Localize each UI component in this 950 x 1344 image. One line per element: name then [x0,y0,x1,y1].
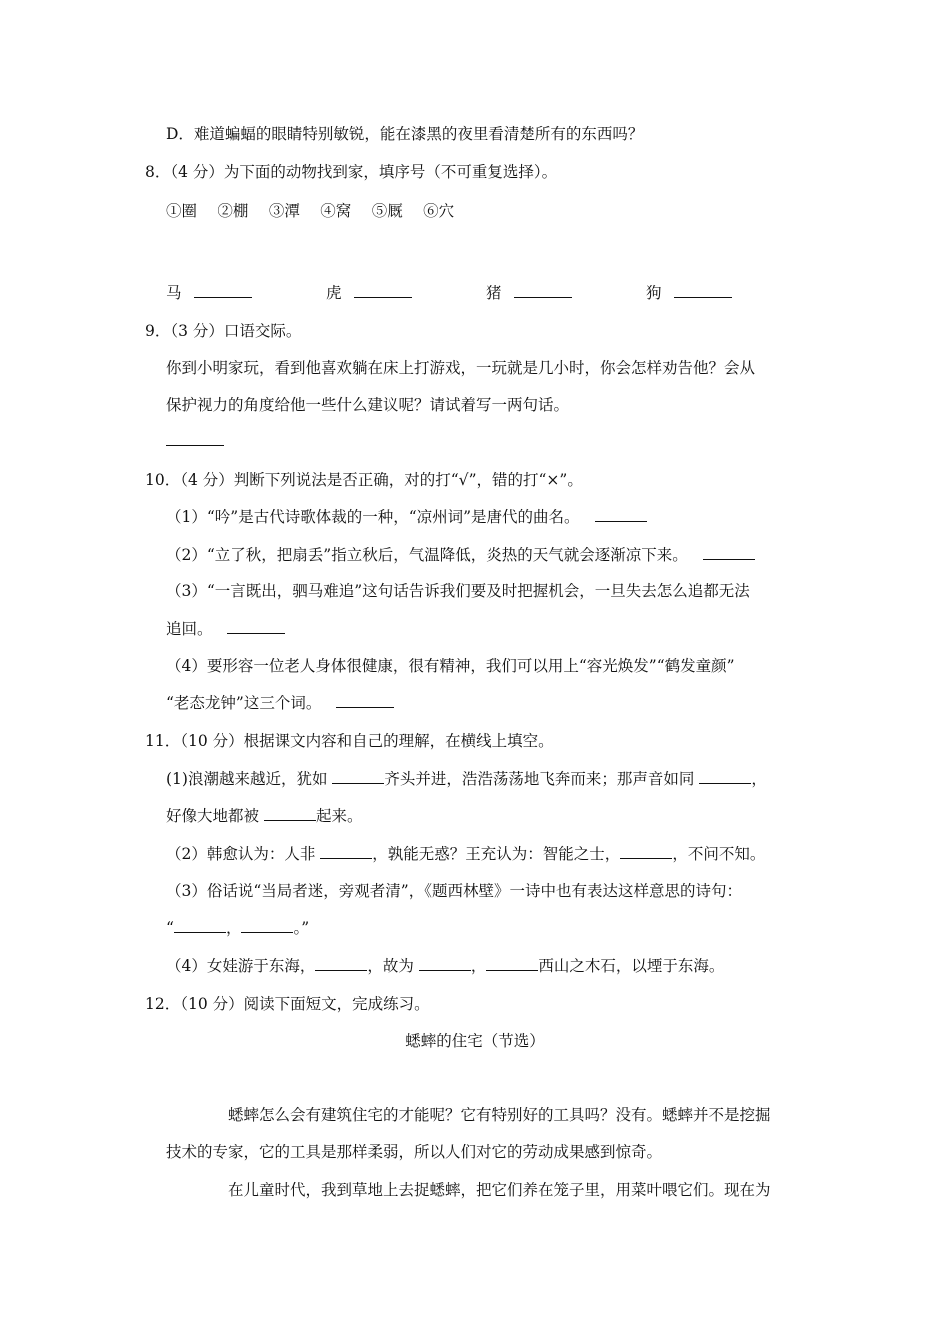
answer-blank[interactable] [166,431,224,446]
q10-item-4b [166,692,394,714]
answer-blank[interactable] [699,769,751,784]
text: “ [166,919,174,937]
answer-blank[interactable] [703,545,755,560]
animal-label: 猪 [486,284,502,302]
answer-blank[interactable] [227,619,285,634]
answer-blank[interactable] [354,283,412,298]
q11-stem: 11．（10 分）根据课文内容和自己的理解，在横线上填空。 [145,732,554,750]
answer-blank[interactable] [320,844,372,859]
item-text: （1）“吟”是古代诗歌体裁的一种，“凉州词”是唐代的曲名。 [166,508,580,526]
item-text: （2）“立了秋，把扇丢”指立秋后，气温降低，炎热的天气就会逐渐凉下来。 [166,546,688,564]
q8-animal-1 [166,282,252,304]
q9-stem: 9．（3 分）口语交际。 [145,322,302,340]
item-text: “老态龙钟”这三个词。 [166,694,322,712]
q8-animal-2 [326,282,412,304]
answer-blank[interactable] [336,693,394,708]
q9-line-2: 保护视力的角度给他一些什么建议呢？请试着写一两句话。 [166,396,570,414]
q8-animal-3 [486,282,572,304]
q11-line-6 [166,955,724,977]
q11-line-4: （3）俗话说“当局者迷，旁观者清”，《题西林壁》一诗中也有表达这样意思的诗句： [166,882,742,900]
q9-answer-row [166,430,224,452]
passage-p1-line-2: 技术的专家，它的工具是那样柔弱，所以人们对它的劳动成果感到惊奇。 [166,1143,663,1161]
q8-stem: 8．（4 分）为下面的动物找到家，填序号（不可重复选择）。 [145,163,558,181]
text: 好像大地都被 [166,807,264,825]
passage-title: 蟋蟀的住宅（节选） [405,1032,545,1050]
animal-label: 狗 [646,284,662,302]
q10-item-4a: （4）要形容一位老人身体很健康，很有精神，我们可以用上“容光焕发”“鹤发童颜” [166,657,735,675]
answer-blank[interactable] [174,918,226,933]
passage-p1-line-1: 蟋蟀怎么会有建筑住宅的才能呢？它有特别好的工具吗？没有。蟋蟀并不是挖掘 [228,1106,771,1124]
q11-line-2 [166,805,362,827]
q9-line-1: 你到小明家玩，看到他喜欢躺在床上打游戏，一玩就是几小时，你会怎样劝告他？会从 [166,359,756,377]
passage-p2-line-1: 在儿童时代，我到草地上去捉蟋蟀，把它们养在笼子里，用菜叶喂它们。现在为 [228,1181,771,1199]
q8-animal-4 [646,282,732,304]
answer-blank[interactable] [620,844,672,859]
q8-options: ①圈 ②棚 ③潭 ④窝 ⑤厩 ⑥穴 [166,202,455,220]
q11-line-3 [166,843,765,865]
text: (1)浪潮越来越近，犹如 [166,770,333,788]
q10-item-2 [166,544,755,566]
text: （2）韩愈认为：人非 [166,845,321,863]
answer-blank[interactable] [194,283,252,298]
q10-item-3b [166,618,285,640]
q10-item-3a: （3）“一言既出，驷马难追”这句话告诉我们要及时把握机会，一旦失去怎么追都无法 [166,582,750,600]
text: 西山之木石，以堙于东海。 [538,957,725,975]
q7-option-d: D．难道蝙蝠的眼睛特别敏锐，能在漆黑的夜里看清楚所有的东西吗？ [166,125,644,143]
answer-blank[interactable] [486,956,538,971]
text: 起来。 [315,807,363,825]
text: （4）女娃游于东海， [166,957,316,975]
text: ，不问不知。 [672,845,766,863]
answer-blank[interactable] [514,283,572,298]
text: ， [225,919,242,937]
answer-blank[interactable] [315,956,367,971]
answer-blank[interactable] [264,806,316,821]
q10-item-1 [166,506,647,528]
q11-line-1 [166,768,767,790]
q11-line-5 [166,917,309,939]
answer-blank[interactable] [332,769,384,784]
answer-blank[interactable] [419,956,471,971]
text: 。” [293,919,310,937]
animal-label: 虎 [326,284,342,302]
text: ，故为 [367,957,419,975]
q10-stem: 10．（4 分）判断下列说法是否正确，对的打“√”，错的打“×”。 [145,471,583,489]
text: ， [751,770,767,788]
text: ，孰能无惑？王充认为：智能之士， [372,845,621,863]
text: ， [470,957,487,975]
animal-label: 马 [166,284,182,302]
q12-stem: 12．（10 分）阅读下面短文，完成练习。 [145,995,430,1013]
answer-blank[interactable] [674,283,732,298]
answer-blank[interactable] [595,507,647,522]
item-text: 追回。 [166,620,213,638]
text: 齐头并进，浩浩荡荡地飞奔而来；那声音如同 [384,770,700,788]
answer-blank[interactable] [241,918,293,933]
